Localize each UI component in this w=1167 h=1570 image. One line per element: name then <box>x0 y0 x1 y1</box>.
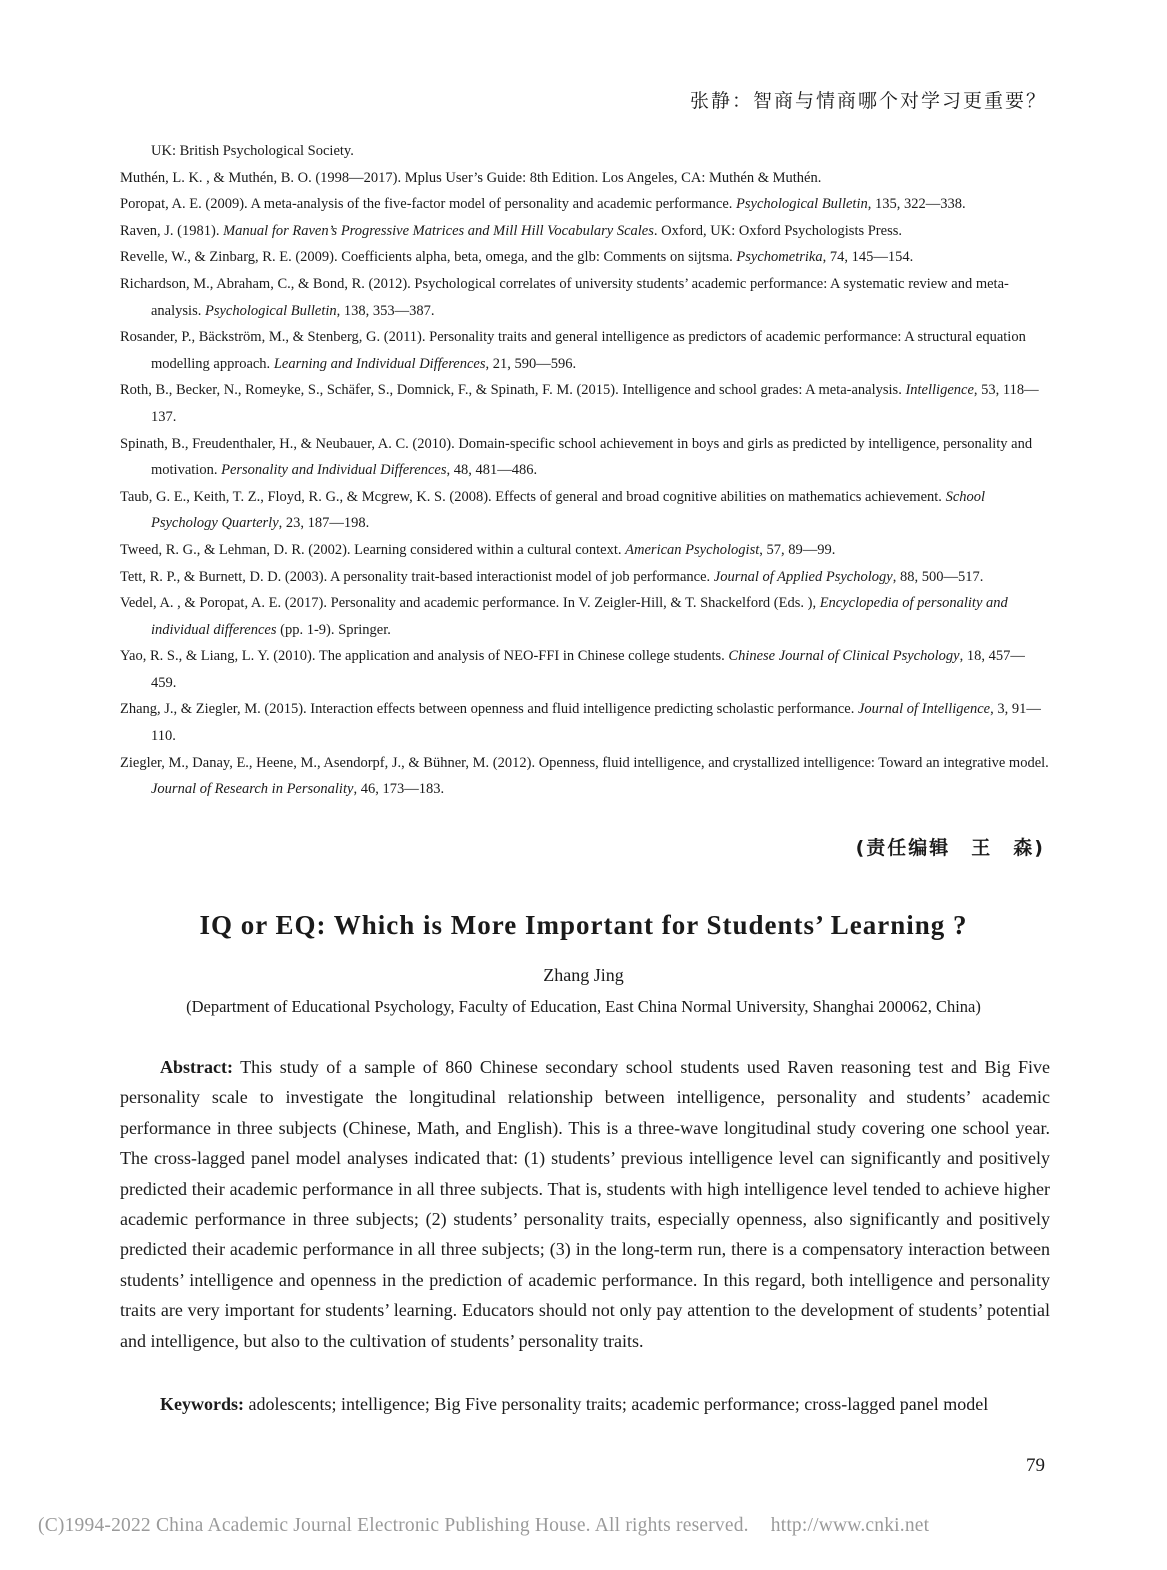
reference-source: Chinese Journal of Clinical Psychology <box>728 648 960 665</box>
reference-item <box>120 643 1050 696</box>
reference-text: , 46, 173—183. <box>353 781 445 798</box>
reference-text: , 23, 187—198. <box>278 515 370 532</box>
article-title: IQ or EQ: Which is More Important for Students’ Learning ? <box>199 910 968 940</box>
editor-note: (责任编辑 王 森) <box>855 837 1045 859</box>
reference-item <box>120 218 1050 245</box>
reference-text: , 74, 145—154. <box>822 249 914 266</box>
reference-source: Psychological Bulletin <box>736 196 868 213</box>
running-head: 张静：智商与情商哪个对学习更重要？ <box>689 90 1047 112</box>
reference-text: , 21, 590—596. <box>485 355 577 372</box>
reference-text: Zhang, J., & Ziegler, M. (2015). Interaction effects between openness and fluid intelligence predicting scholastic performance. <box>120 701 858 718</box>
reference-source: Personality and Individual Differences <box>221 462 447 479</box>
reference-text: , 3, 91—110. <box>151 701 1041 745</box>
reference-text: Richardson, M., Abraham, C., & Bond, R. (2012). Psychological correlates of university students’ academic performance: A systematic review and meta-analysis. <box>120 275 1009 319</box>
reference-text: UK: British Psychological Society. <box>151 143 354 159</box>
keywords-text: adolescents; intelligence; Big Five personality traits; academic performance; cross-lagged panel model <box>244 1394 989 1414</box>
reference-text: (pp. 1-9). Springer. <box>276 621 391 638</box>
reference-item <box>120 377 1050 430</box>
reference-source: Psychological Bulletin <box>204 302 337 319</box>
reference-text: Tett, R. P., & Burnett, D. D. (2003). A personality trait-based interactionist model of job performance. <box>120 568 714 585</box>
reference-item <box>120 750 1050 803</box>
reference-text: . Oxford, UK: Oxford Psychologists Press. <box>653 222 902 239</box>
abstract-text: This study of a sample of 860 Chinese secondary school students used Raven reasoning test and Big Five personality scale to investigate the longitudinal relationship between intelligence, personality and students’ academic performance in three subjects (Chinese, Math, and English). This is a three-wave longitudinal study covering one school year. The cross-lagged panel model analyses indicated that: (1) students’ previous intelligence level can significantly and positively predicted their academic performance in all three subjects. That is, students with high intelligence level tended to achieve higher academic performance in three subjects; (2) students’ personality traits, especially openness, also significantly and positively predicted their academic performance in all three subjects; (3) in the long-term run, there is a compensatory interaction between students’ intelligence and openness in the prediction of academic performance. In this regard, both intelligence and personality traits are very important for students’ learning. Educators should not only pay attention to the development of students’ potential and intelligence, but also to the cultivation of students’ personality traits. <box>120 1057 1050 1351</box>
reference-source: School Psychology Quarterly <box>151 488 986 532</box>
reference-text: Spinath, B., Freudenthaler, H., & Neubauer, A. C. (2010). Domain-specific school achievement in boys and girls as predicted by intelligence, personality and motivation. <box>120 435 1033 479</box>
reference-source: Learning and Individual Differences <box>273 355 486 372</box>
reference-text: , 48, 481—486. <box>446 462 538 479</box>
reference-item <box>120 484 1050 537</box>
reference-text: Roth, B., Becker, N., Romeyke, S., Schäfer, S., Domnick, F., & Spinath, F. M. (2015). Intelligence and school grades: A meta-analysis. <box>120 382 906 399</box>
page-number: 79 <box>1026 1455 1045 1476</box>
reference-item <box>120 271 1050 324</box>
reference-text: , 57, 89—99. <box>759 541 836 558</box>
reference-source: Encyclopedia of personality and individual differences <box>151 595 1008 638</box>
reference-text: Vedel, A. , & Poropat, A. E. (2017). Personality and academic performance. In V. Zeigler-Hill, & T. Shackelford (Eds. ), <box>120 595 820 612</box>
reference-item <box>120 590 1050 643</box>
reference-item <box>120 138 1050 165</box>
keywords-label: Keywords: <box>160 1394 244 1414</box>
reference-text: Taub, G. E., Keith, T. Z., Floyd, R. G., & Mcgrew, K. S. (2008). Effects of general and broad cognitive abilities on mathematics achievement. <box>120 488 946 505</box>
reference-text: Raven, J. (1981). <box>120 222 224 239</box>
reference-source: Manual for Raven’s Progressive Matrices and Mill Hill Vocabulary Scales <box>223 222 654 239</box>
reference-text: Revelle, W., & Zinbarg, R. E. (2009). Coefficients alpha, beta, omega, and the glb: Comments on sijtsma. <box>120 249 737 266</box>
reference-text: Poropat, A. E. (2009). A meta-analysis of the five-factor model of personality and academic performance. <box>120 196 737 213</box>
abstract <box>120 1052 1050 1356</box>
reference-text: Rosander, P., Bäckström, M., & Stenberg, G. (2011). Personality traits and general intelligence as predictors of academic performance: A structural equation modelling approach. <box>120 329 1026 372</box>
reference-text: Muthén, L. K. , & Muthén, B. O. (1998—2017). Mplus User’s Guide: 8th Edition. Los Angeles, CA: Muthén & Muthén. <box>120 169 822 186</box>
reference-item <box>120 165 1050 192</box>
copyright-footer <box>38 1515 929 1537</box>
reference-item <box>120 537 1050 564</box>
reference-text: , 138, 353—387. <box>336 302 435 319</box>
reference-text: , 88, 500—517. <box>892 568 984 585</box>
keywords <box>120 1390 1050 1418</box>
reference-source: Journal of Intelligence <box>858 701 991 718</box>
reference-item <box>120 191 1050 218</box>
reference-source: Journal of Applied Psychology <box>713 568 893 585</box>
reference-source: American Psychologist <box>625 541 760 558</box>
reference-text: , 135, 322—338. <box>867 196 966 213</box>
reference-source: Intelligence <box>905 382 974 399</box>
reference-item <box>120 244 1050 271</box>
site-url: http://www.cnki.net <box>770 1515 930 1536</box>
reference-source: Psychometrika <box>736 249 823 266</box>
reference-item <box>120 696 1050 749</box>
reference-text: Tweed, R. G., & Lehman, D. R. (2002). Learning considered within a cultural context. <box>120 541 626 558</box>
author-name: Zhang Jing <box>543 965 624 985</box>
reference-list <box>120 138 1050 803</box>
reference-item <box>120 564 1050 591</box>
author-affiliation: (Department of Educational Psychology, Faculty of Education, East China Normal University, Shanghai 200062, China) <box>186 997 981 1016</box>
copyright-text: (C)1994-2022 China Academic Journal Electronic Publishing House. All rights reserved. <box>38 1515 749 1536</box>
reference-text: Ziegler, M., Danay, E., Heene, M., Asendorpf, J., & Bühner, M. (2012). Openness, fluid intelligence, and crystallized intelligence: Toward an integrative model. <box>120 754 1049 771</box>
abstract-label: Abstract: <box>160 1057 233 1077</box>
reference-source: Journal of Research in Personality <box>151 781 354 798</box>
reference-text: Yao, R. S., & Liang, L. Y. (2010). The application and analysis of NEO-FFI in Chinese college students. <box>120 648 729 665</box>
reference-item <box>120 431 1050 484</box>
reference-item <box>120 324 1050 377</box>
reference-text: , 18, 457—459. <box>151 648 1025 691</box>
reference-text: , 53, 118—137. <box>151 382 1039 425</box>
